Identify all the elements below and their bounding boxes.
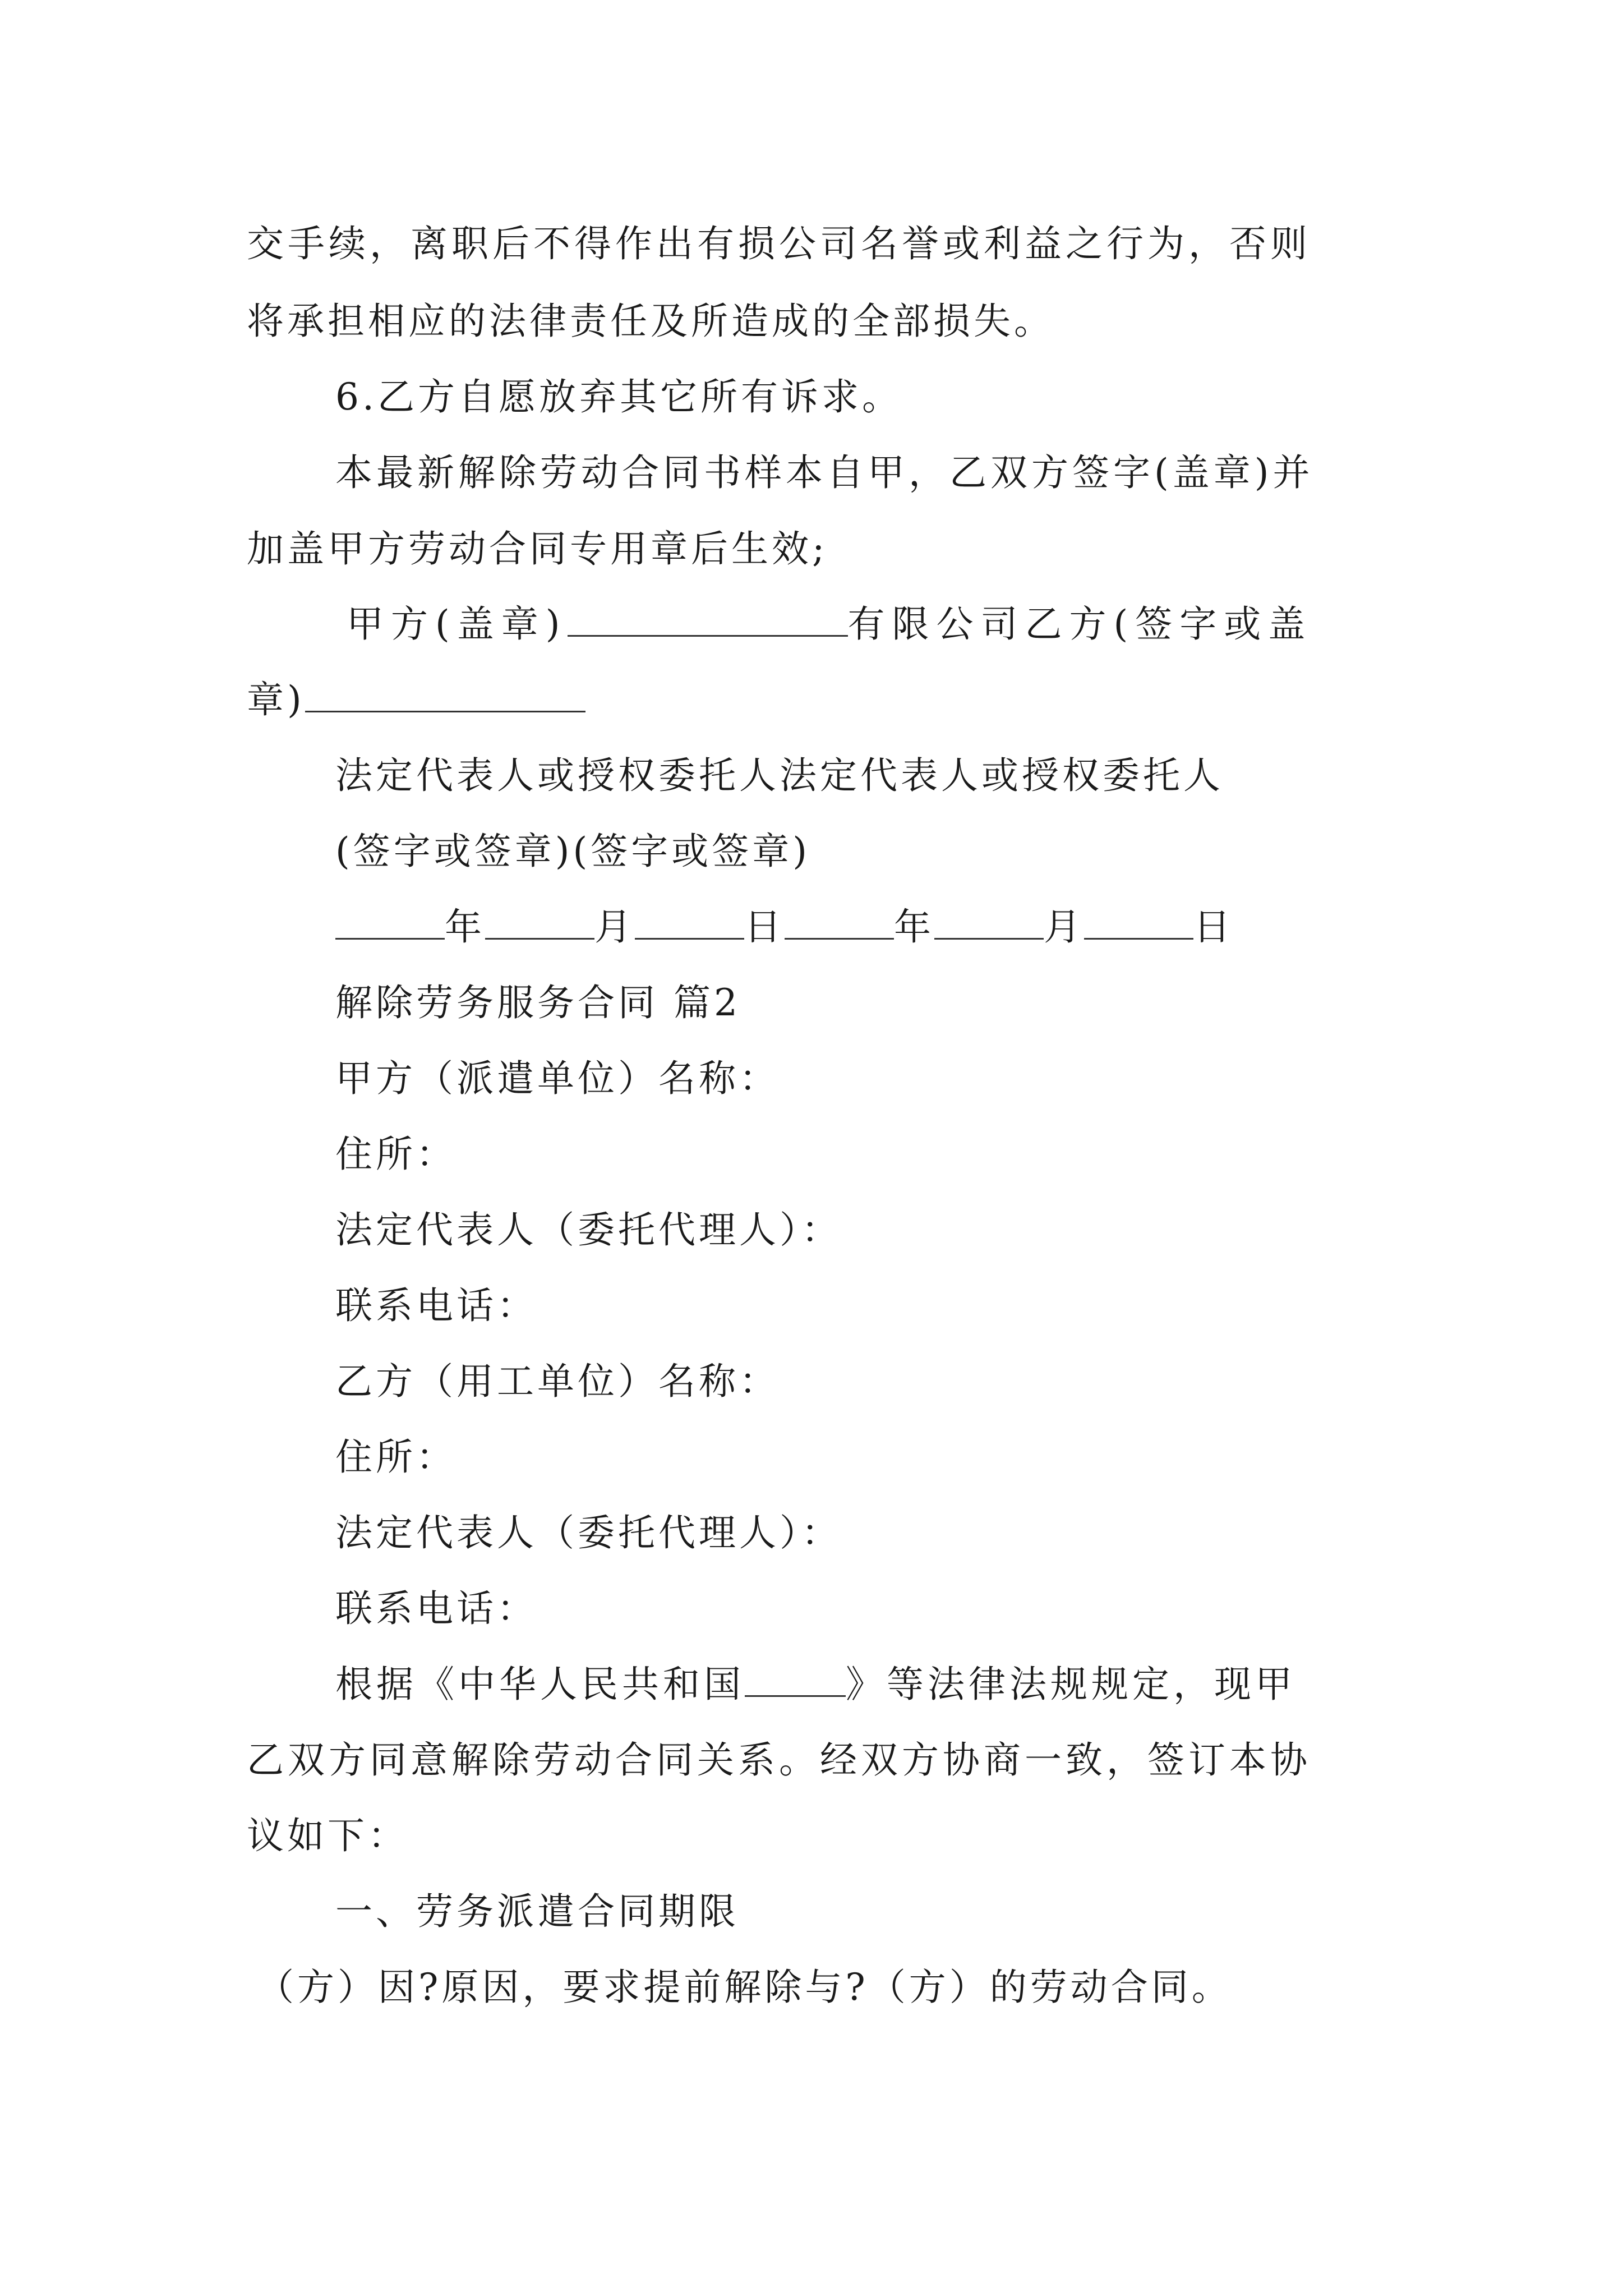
party-a-representative-field: 法定代表人（委托代理人）： — [335, 1208, 842, 1251]
day-label: 日 — [744, 905, 785, 949]
party-a-seal-label: 甲方(盖章) — [347, 602, 568, 646]
paragraph-line: 议如下： — [247, 1814, 408, 1857]
section-heading: 一、劳务派遣合同期限 — [335, 1890, 739, 1933]
clause-6: 6.乙方自愿放弃其它所有诉求。 — [335, 375, 902, 418]
day-label: 日 — [1193, 905, 1234, 949]
paragraph-line: 交手续，离职后不得作出有损公司名誉或利益之行为，否则 — [247, 222, 1311, 265]
year-label: 年 — [894, 905, 934, 949]
month-blank — [934, 902, 1044, 940]
law-reference-end: 》等法律法规规定，现甲 — [846, 1663, 1296, 1706]
year-label: 年 — [445, 905, 485, 949]
party-b-name-field: 乙方（用工单位）名称： — [335, 1360, 780, 1403]
signature-line-party-a — [347, 599, 1312, 650]
paragraph-line: 加盖甲方劳动合同专用章后生效; — [247, 527, 828, 570]
month-blank — [485, 902, 594, 940]
day-blank — [635, 902, 744, 940]
party-b-seal-label: 有限公司乙方(签字或盖 — [847, 602, 1313, 646]
party-a-address-field: 住所： — [335, 1133, 457, 1176]
year-blank — [785, 902, 894, 940]
section-heading: 解除劳务服务合同 篇2 — [335, 981, 741, 1024]
party-b-signature-blank — [305, 675, 585, 712]
party-b-representative-field: 法定代表人（委托代理人）： — [335, 1511, 842, 1554]
representative-line: 法定代表人或授权委托人法定代表人或授权委托人 — [335, 754, 1224, 797]
company-name-blank — [568, 599, 848, 637]
party-b-phone-field: 联系电话： — [335, 1587, 537, 1630]
law-name-blank — [745, 1659, 846, 1697]
paragraph-line: （方）因?原因，要求提前解除与?（方）的劳动合同。 — [257, 1966, 1232, 2009]
paragraph-line: 本最新解除劳动合同书样本自甲，乙双方签字(盖章)并 — [335, 451, 1314, 494]
paragraph-line: 将承担相应的法律责任及所造成的全部损失。 — [247, 300, 1054, 343]
year-blank — [335, 902, 445, 940]
month-label: 月 — [594, 905, 635, 949]
party-a-phone-field: 联系电话： — [335, 1284, 537, 1327]
month-label: 月 — [1044, 905, 1084, 949]
seal-label-cont: 章) — [247, 678, 305, 721]
day-blank — [1084, 902, 1193, 940]
date-line — [335, 902, 1234, 953]
paragraph-line — [335, 1659, 1296, 1710]
law-reference-start: 根据《中华人民共和国 — [335, 1663, 745, 1706]
paragraph-line: 乙双方同意解除劳动合同关系。经双方协商一致，签订本协 — [247, 1738, 1311, 1782]
signature-line-party-b — [247, 675, 1380, 725]
signature-method-line: (签字或签章)(签字或签章) — [335, 830, 810, 873]
party-b-address-field: 住所： — [335, 1435, 457, 1479]
party-a-name-field: 甲方（派遣单位）名称： — [335, 1057, 780, 1100]
